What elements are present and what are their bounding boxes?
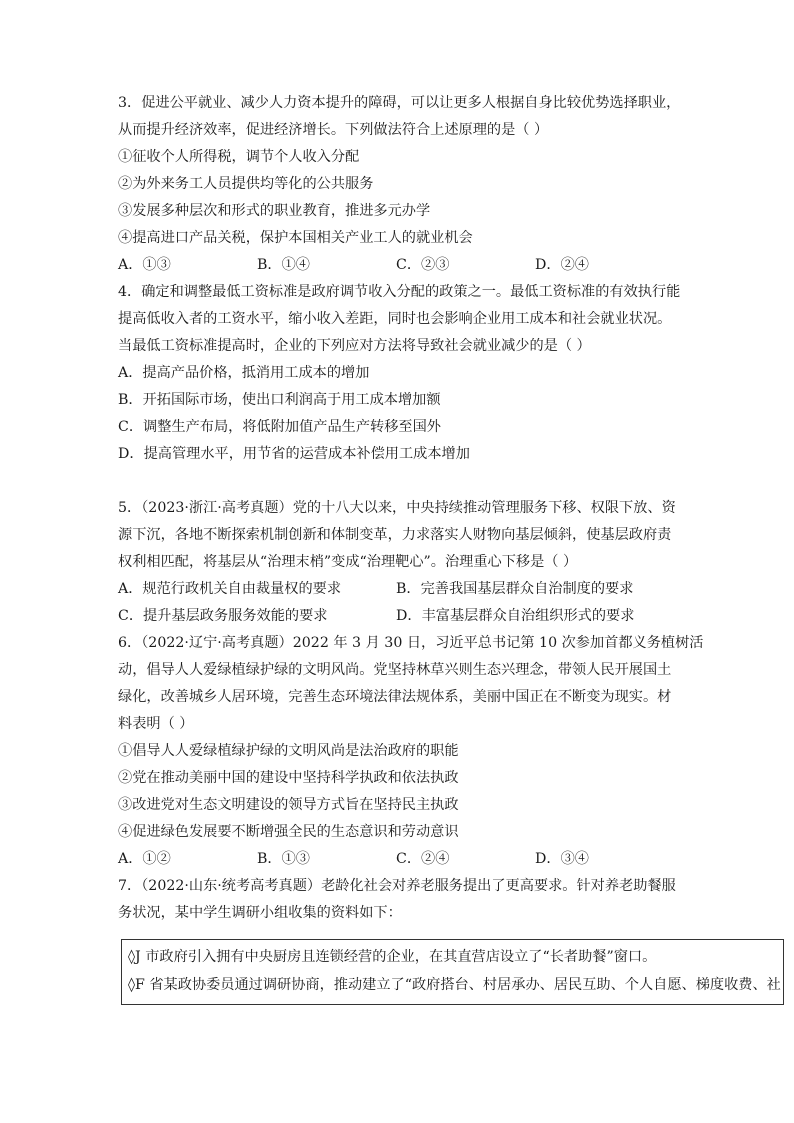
statement: ④提高进口产品关税，保护本国相关产业工人的就业机会 <box>118 230 473 246</box>
exam-page <box>118 90 704 927</box>
option-a: A．①② <box>118 851 171 867</box>
question-6 <box>118 630 704 873</box>
question-5 <box>118 495 678 630</box>
statement: ②为外来务工人员提供均等化的公共服务 <box>118 176 374 192</box>
option-d: D．②④ <box>535 257 589 273</box>
option-d: D．丰富基层群众自治组织形式的要求 <box>396 608 635 624</box>
option-b: B．①③ <box>257 851 310 867</box>
option-b: B．①④ <box>257 257 310 273</box>
question-stem: 动，倡导人人爱绿植绿护绿的文明风尚。党坚持林草兴则生态兴理念，带领人民开展国土 <box>118 662 672 678</box>
option-b: B．开拓国际市场，使出口利润高于用工成本增加额 <box>118 392 441 408</box>
material-box <box>121 939 784 1005</box>
question-stem: 料表明（ ） <box>118 716 194 732</box>
material-item: ◊F 省某政协委员通过调研协商，推动建立了“政府搭台、村居承办、居民互助、个人自愿、梯度收费、社 <box>128 977 781 993</box>
question-stem: 源下沉，各地不断探索机制创新和体制变革，力求落实人财物向基层倾斜，使基层政府责 <box>118 527 672 543</box>
question-stem: 6．（2022·辽宁·高考真题）2022 年 3 月 30 日，习近平总书记第 10 次参加首都义务植树活 <box>118 635 704 651</box>
question-stem: 4．确定和调整最低工资标准是政府调节收入分配的政策之一。最低工资标准的有效执行能 <box>118 284 681 300</box>
material-item: ◊J 市政府引入拥有中央厨房且连锁经营的企业，在其直营店设立了“长者助餐”窗口。 <box>128 949 657 965</box>
option-c: C．②③ <box>396 257 450 273</box>
statement: ①征收个人所得税，调节个人收入分配 <box>118 149 360 165</box>
question-stem: 务状况，某中学生调研小组收集的资料如下： <box>118 905 402 921</box>
spacer <box>118 468 678 495</box>
statement: ③发展多种层次和形式的职业教育，推进多元办学 <box>118 203 431 219</box>
answer-options <box>118 576 678 603</box>
statement: ②党在推动美丽中国的建设中坚持科学执政和依法执政 <box>118 770 459 786</box>
option-a: A．规范行政机关自由裁量权的要求 <box>118 581 342 597</box>
option-d: D．③④ <box>535 851 589 867</box>
statement: ③改进党对生态文明建设的领导方式旨在坚持民主执政 <box>118 797 459 813</box>
question-stem: 提高低收入者的工资水平，缩小收入差距，同时也会影响企业用工成本和社会就业状况。 <box>118 311 672 327</box>
question-stem: 绿化，改善城乡人居环境，完善生态环境法律法规体系，美丽中国正在不断变为现实。材 <box>118 689 672 705</box>
option-c: C．②④ <box>396 851 450 867</box>
question-stem: 7．（2022·山东·统考高考真题）老龄化社会对养老服务提出了更高要求。针对养老助餐服 <box>118 878 676 894</box>
option-a: A．提高产品价格，抵消用工成本的增加 <box>118 365 370 381</box>
question-stem: 5．（2023·浙江·高考真题）党的十八大以来，中央持续推动管理服务下移、权限下放、资 <box>118 500 676 516</box>
statement: ①倡导人人爱绿植绿护绿的文明风尚是法治政府的职能 <box>118 743 459 759</box>
option-c: C．提升基层政务服务效能的要求 <box>118 608 328 624</box>
option-d: D．提高管理水平，用节省的运营成本补偿用工成本增加 <box>118 446 470 462</box>
question-stem: 当最低工资标准提高时，企业的下列应对方法将导致社会就业减少的是（ ） <box>118 338 591 354</box>
statement: ④促进绿色发展要不断增强全民的生态意识和劳动意识 <box>118 824 459 840</box>
question-7 <box>118 873 678 927</box>
question-stem: 3．促进公平就业、减少人力资本提升的障碍，可以让更多人根据自身比较优势选择职业， <box>118 95 681 111</box>
answer-options <box>118 252 678 279</box>
answer-options <box>118 603 678 630</box>
question-3 <box>118 90 681 279</box>
option-a: A．①③ <box>118 257 171 273</box>
question-stem: 权利相匹配，将基层从“治理末梢”变成“治理靶心”。治理重心下移是（ ） <box>118 554 578 570</box>
answer-options <box>118 846 678 873</box>
option-c: C．调整生产布局，将低附加值产品生产转移至国外 <box>118 419 441 435</box>
option-b: B．完善我国基层群众自治制度的要求 <box>396 581 634 597</box>
question-stem: 从而提升经济效率，促进经济增长。下列做法符合上述原理的是（ ） <box>118 122 549 138</box>
question-4 <box>118 279 681 468</box>
